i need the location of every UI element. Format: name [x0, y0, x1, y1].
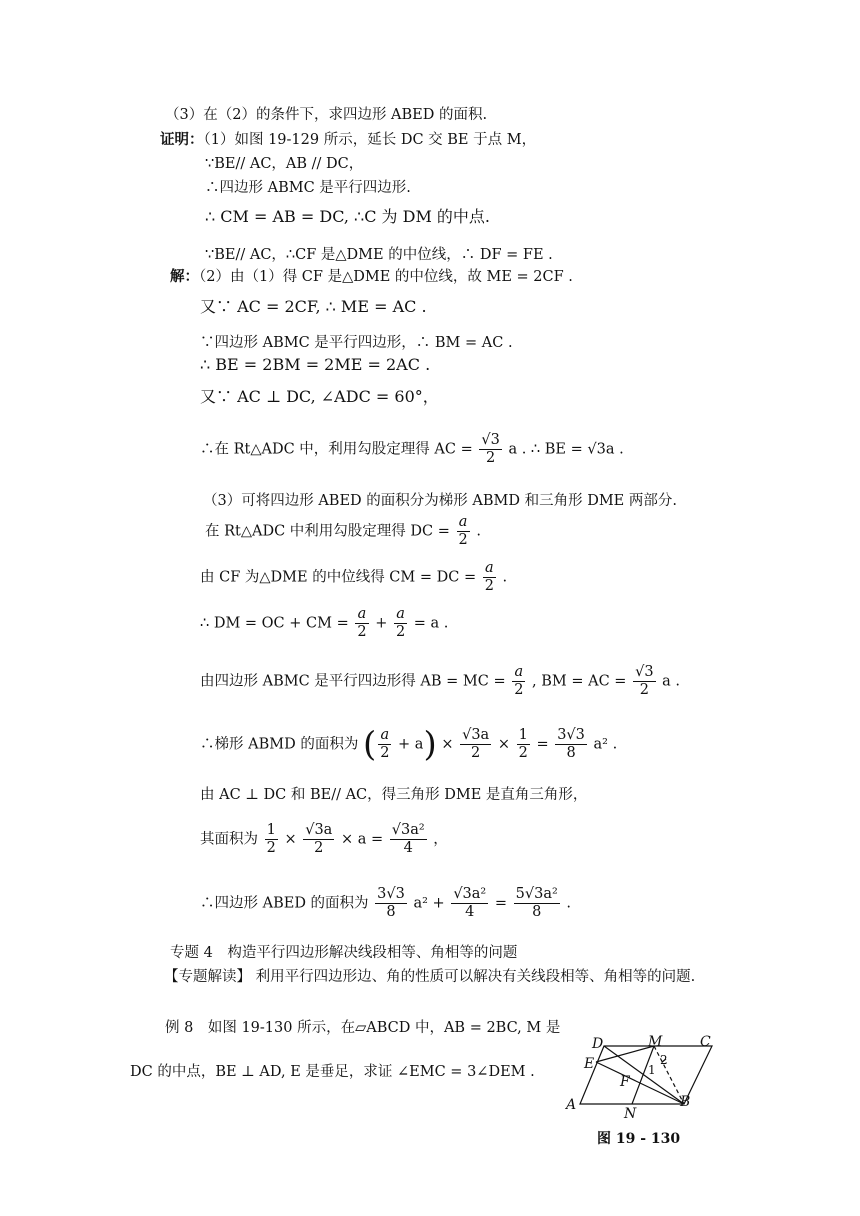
fraction: $\frac{a}{2}$	[458, 514, 468, 548]
solution-line: ∵四边形 ABMC 是平行四边形，∴ BM = AC .	[200, 335, 513, 351]
parallelogram-abcd	[580, 1046, 712, 1104]
point-label-m: M	[648, 1034, 663, 1050]
angle-label-1: 1	[648, 1063, 656, 1077]
fraction: $\frac{a}{2}$	[484, 560, 494, 594]
solution-line: ∴梯形 ABMD 的面积为 ( $\frac{a}{2}$ + a) × $\frac{√3a}{2}$ × $\frac{1}{2}$ = $\frac{3√3}{8}$ a² .	[200, 724, 618, 765]
fraction: $\frac{1}{2}$	[266, 822, 276, 856]
solution-line: ∴ BE = 2BM = 2ME = 2AC .	[200, 355, 431, 374]
segment-em	[596, 1046, 654, 1062]
angle-label-2: 2	[660, 1053, 668, 1067]
paren-close: )	[423, 724, 437, 765]
problem-part-3: （3）在（2）的条件下，求四边形 ABED 的面积.	[165, 107, 488, 123]
section-intro: 【专题解读】 利用平行四边形边、角的性质可以解决有关线段相等、角相等的问题.	[164, 969, 696, 985]
proof-tag: 证明：	[160, 131, 204, 148]
solution-line: 又∵ AC ⊥ DC, ∠ADC = 60°，	[200, 387, 439, 406]
fraction: $\frac{\text{√3a²}}{4}$	[453, 886, 487, 920]
solution-line: 在 Rt△ADC 中利用勾股定理得 DC = $\frac{a}{2}$ .	[205, 514, 481, 548]
solution-line: ∴四边形 ABED 的面积为 $\frac{3√3}{8}$ a² + $\frac{\text{√3a²}}{4}$ = $\frac{\text{5√3a²}}{8}$ .	[200, 886, 571, 920]
solution-line: 又∵ AC = 2CF, ∴ ME = AC .	[200, 297, 427, 316]
point-label-n: N	[624, 1106, 637, 1122]
solution-line: ∴在 Rt△ADC 中，利用勾股定理得 AC = $\frac{√3}{2}$ a . ∴ BE = √3a .	[200, 432, 624, 466]
solution-line: ∴ DM = OC + CM = $\frac{a}{2}$ + $\frac{a}{2}$ = a .	[200, 606, 449, 640]
proof-line: 证明：（1）如图 19-129 所示，延长 DC 交 BE 于点 M，	[160, 131, 537, 148]
fraction: $\frac{\text{5√3a²}}{8}$	[515, 886, 558, 920]
point-label-e: E	[584, 1056, 595, 1072]
proof-line: ∵BE// AC，AB // DC，	[205, 156, 364, 172]
solution-line: 由 CF 为△DME 的中位线得 CM = DC = $\frac{a}{2}$ .	[200, 560, 508, 594]
fraction: $\frac{a}{2}$	[514, 664, 524, 698]
fraction: $\frac{√3}{2}$	[635, 664, 654, 698]
fraction: $\frac{3√3}{8}$	[377, 886, 405, 920]
solution-line: 由四边形 ABMC 是平行四边形得 AB = MC = $\frac{a}{2}$ , BM = AC = $\frac{√3}{2}$ a .	[200, 664, 681, 698]
fraction: $\frac{√3a}{2}$	[305, 822, 333, 856]
point-label-b: B	[680, 1094, 691, 1110]
fraction: $\frac{a}{2}$	[357, 606, 367, 640]
fraction: $\frac{a}{2}$	[380, 727, 390, 761]
parallelogram-figure	[562, 1034, 722, 1134]
example-statement: 例 8 如图 19-130 所示，在▱ABCD 中，AB = 2BC, M 是	[165, 1020, 561, 1036]
fraction: $\frac{\text{√3a²}}{4}$	[391, 822, 425, 856]
solution-line: （3）可将四边形 ABED 的面积分为梯形 ABMD 和三角形 DME 两部分.	[203, 493, 677, 509]
section-heading: 专题 4 构造平行四边形解决线段相等、角相等的问题	[170, 945, 518, 961]
fraction: $\frac{√3}{2}$	[481, 432, 500, 466]
fraction: $\frac{a}{2}$	[395, 606, 406, 640]
fraction: $\frac{1}{2}$	[518, 727, 528, 761]
point-label-f: F	[620, 1074, 630, 1090]
segment-db	[604, 1046, 684, 1104]
point-label-a: A	[566, 1097, 577, 1113]
fraction: $\frac{√3a}{2}$	[462, 727, 490, 761]
solution-line: 其面积为 $\frac{1}{2}$ × $\frac{√3a}{2}$ × a = $\frac{\text{√3a²}}{4}$ ，	[200, 822, 448, 856]
example-statement: DC 的中点，BE ⊥ AD, E 是垂足，求证 ∠EMC = 3∠DEM .	[130, 1064, 535, 1080]
paren-open: (	[362, 724, 377, 765]
proof-line: ∵BE// AC，∴CF 是△DME 的中位线，∴ DF = FE .	[205, 247, 553, 263]
solution-line: 由 AC ⊥ DC 和 BE// AC，得三角形 DME 是直角三角形，	[200, 787, 588, 803]
point-label-c: C	[700, 1034, 711, 1050]
fraction: $\frac{3√3}{8}$	[557, 727, 585, 761]
point-label-d: D	[592, 1036, 604, 1052]
figure-caption: 图 19 - 130	[597, 1131, 681, 1147]
proof-line: ∴四边形 ABMC 是平行四边形.	[205, 180, 411, 196]
solution-tag: 解：	[170, 268, 199, 285]
solution-line: 解：（2）由（1）得 CF 是△DME 的中位线，故 ME = 2CF .	[170, 268, 573, 285]
proof-line: ∴ CM = AB = DC, ∴C 为 DM 的中点.	[205, 207, 491, 226]
